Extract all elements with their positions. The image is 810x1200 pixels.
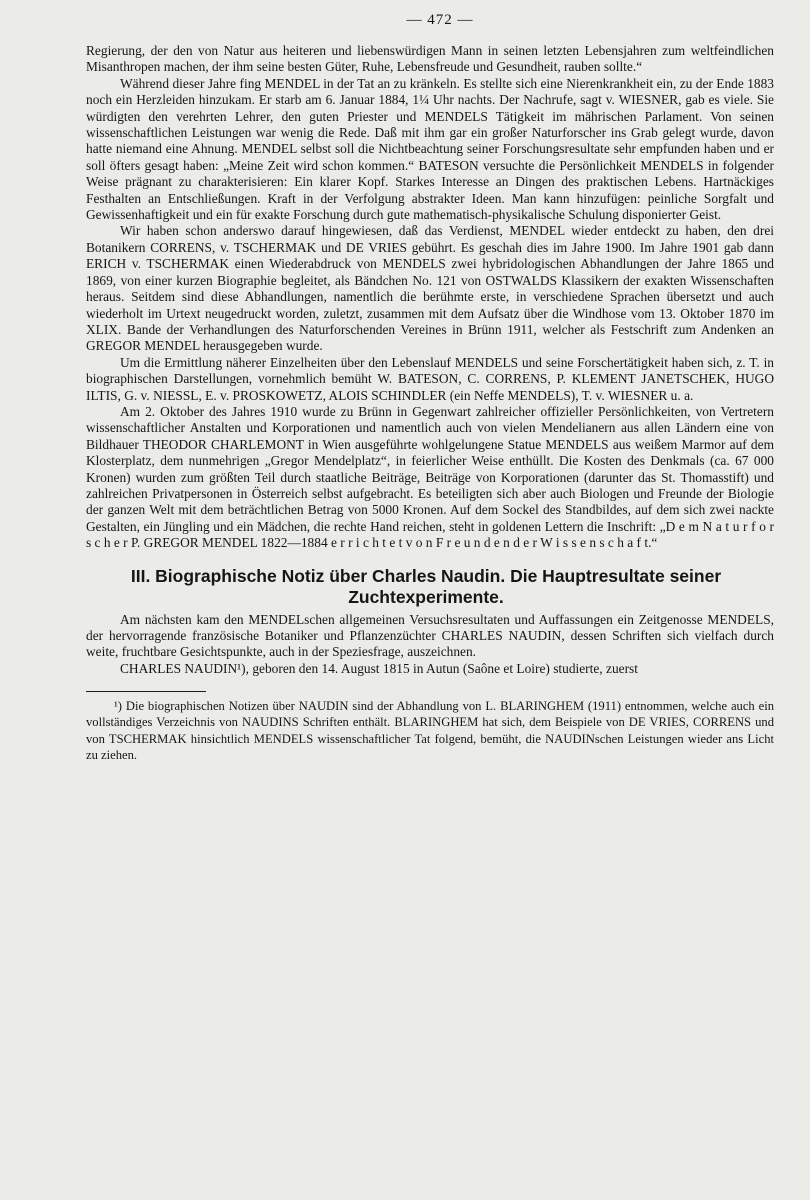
footnote-rule [86,691,206,692]
page-number: — 472 — [406,12,474,28]
paragraph-statue: Am 2. Oktober des Jahres 1910 wurde zu Brünn in Gegenwart zahlreicher offizieller Persönlichkeiten, von Vertretern wissenschaftlicher Anstalten und Korporationen und namentlich auch von vielen Mendelianern aus allen Ländern eine von Bildhauer THEODOR CHARLEMONT in Wien ausgeführte wohlgelungene Statue MENDELS aus weißem Marmor auf dem Klosterplatz, dem nunmehrigen „Gregor Mendelplatz“, in feierlicher Weise enthüllt. Die Kosten des Denkmals (ca. 67 000 Kronen) wurden zum größten Teil durch staatliche Beiträge, Beiträge von Korporationen (darunter das St. Thomasstift) und zahlreichen Privatpersonen in Österreich selbst aufgebracht. Es beteiligten sich aber auch Biologen und Freunde der Biologie der ganzen Welt mit dem beträchtlichen Betrag von 5000 Kronen. Auf dem Sockel des Standbildes, auf dem sich zwei nackte Gestalten, ein Jüngling und ein Mädchen, die rechte Hand reichen, steht in goldenen Lettern die Inschrift: „D e m N a t u r f o r s c h e r P. GREGOR MENDEL 1822—1884 e r r i c h t e t v o n F r e u n d e n d e r W i s s e n s c h a f t.“ [86,403,774,551]
paragraph-biographers: Um die Ermittlung näherer Einzelheiten über den Lebenslauf MENDELS und seine Forschertätigkeit haben sich, z. T. in biographischen Darstellungen, vornehmlich bemüht W. BATESON, C. CORRENS, P. KLEMENT JANETSCHEK, HUGO ILTIS, G. v. NIESSL, E. v. PROSKOWETZ, ALOIS SCHINDLER (ein Neffe MENDELS), T. v. WIESNER u. a. [86,354,774,403]
main-text [86,43,774,677]
footnote-text: ¹) Die biographischen Notizen über NAUDIN sind der Abhandlung von L. BLARINGHEM (1911) entnommen, welche auch ein vollständiges Verzeichnis von NAUDINS Schriften enthält. BLARINGHEM hat sich, dem Beispiele von DE VRIES, CORRENS und von TSCHERMAK hinsichtlich MENDELS wissenschaftlicher Tat folgend, bemüht, die NAUDINschen Leistungen wieder ans Licht zu ziehen. [86,699,774,762]
paragraph-naudin-bio: CHARLES NAUDIN¹), geboren den 14. August 1815 in Autun (Saône et Loire) studierte, zuerst [120,660,638,676]
paragraph-mendel-illness: Während dieser Jahre fing MENDEL in der Tat an zu kränkeln. Es stellte sich eine Nierenkrankheit ein, zu der Ende 1883 noch ein Herzleiden hinzukam. Er starb am 6. Januar 1884, 1¼ Uhr nachts. Der Nachrufe, sagt v. WIESNER, gab es viele. Sie würdigten den verehrten Lehrer, den guten Priester und MENDELS Tätigkeit im mährischen Parlament. Von seinen wissenschaftlichen Leistungen war wenig die Rede. Daß mit ihm gar ein großer Naturforscher ins Grab gelegt wurde, davon hatte niemand eine Ahnung. MENDEL selbst soll die Nichtbeachtung seiner Forschungsresultate sehr empfunden haben und er soll öfters gesagt haben: „Meine Zeit wird schon kommen.“ BATESON versuchte die Persönlichkeit MENDELS in folgender Weise prägnant zu charakterisieren: Ein klarer Kopf. Starkes Interesse an Dingen des praktischen Lebens. Hartnäckiges Festhalten an Entschließungen. Kraft in der Verfolgung abstrakter Ideen. Man kann hinzufügen: peinliche Sorgfalt und Gewissenhaftigkeit und ein für exakte Forschung durch gute mathematisch-physikalische Schulung disponierter Geist. [86,75,774,223]
paragraph-continuation: Regierung, der den von Natur aus heiteren und liebenswürdigen Mann in seinen letzten Lebensjahren zum weltfeindlichen Misanthropen machen, der ihm seine besten Güter, Ruhe, Lebensfreude und Gesundheit, rauben sollte.“ [86,43,774,75]
section-heading: III. Biographische Notiz über Charles Naudin. Die Hauptresultate seiner Zuchtexperimente. [130,565,722,607]
footnote [86,698,774,763]
paragraph-naudin-intro: Am nächsten kam den MENDELschen allgemeinen Versuchsresultaten und Auffassungen ein Zeitgenosse MENDELS, der hervorragende französische Botaniker und Pflanzenzüchter CHARLES NAUDIN, dessen Schriften sich vielfach durch weite, fruchtbare Gesichtspunkte, auch in der Speziesfrage, auszeichnen. [86,611,774,660]
paragraph-rediscovery: Wir haben schon anderswo darauf hingewiesen, daß das Verdienst, MENDEL wieder entdeckt zu haben, den drei Botanikern CORRENS, v. TSCHERMAK und DE VRIES gebührt. Es geschah dies im Jahre 1900. Im Jahre 1901 gab dann ERICH v. TSCHERMAK einen Wiederabdruck von MENDELS zwei hybridologischen Abhandlungen der Jahre 1865 und 1869, von einer kurzen Biographie begleitet, als Bändchen No. 121 von OSTWALDS Klassikern der exakten Wissenschaften heraus. Seitdem sind diese Abhandlungen, namentlich die berühmte erste, in verschiedene Sprachen übersetzt und auch wiederholt im Urtext neugedruckt worden, zuletzt, zusammen mit dem Aufsatz über die Windhose vom 13. Oktober 1870 im XLIX. Bande der Verhandlungen des Naturforschenden Vereines in Brünn 1911, welcher als Festschrift zum Andenken an GREGOR MENDEL herausgegeben wurde. [86,223,774,354]
